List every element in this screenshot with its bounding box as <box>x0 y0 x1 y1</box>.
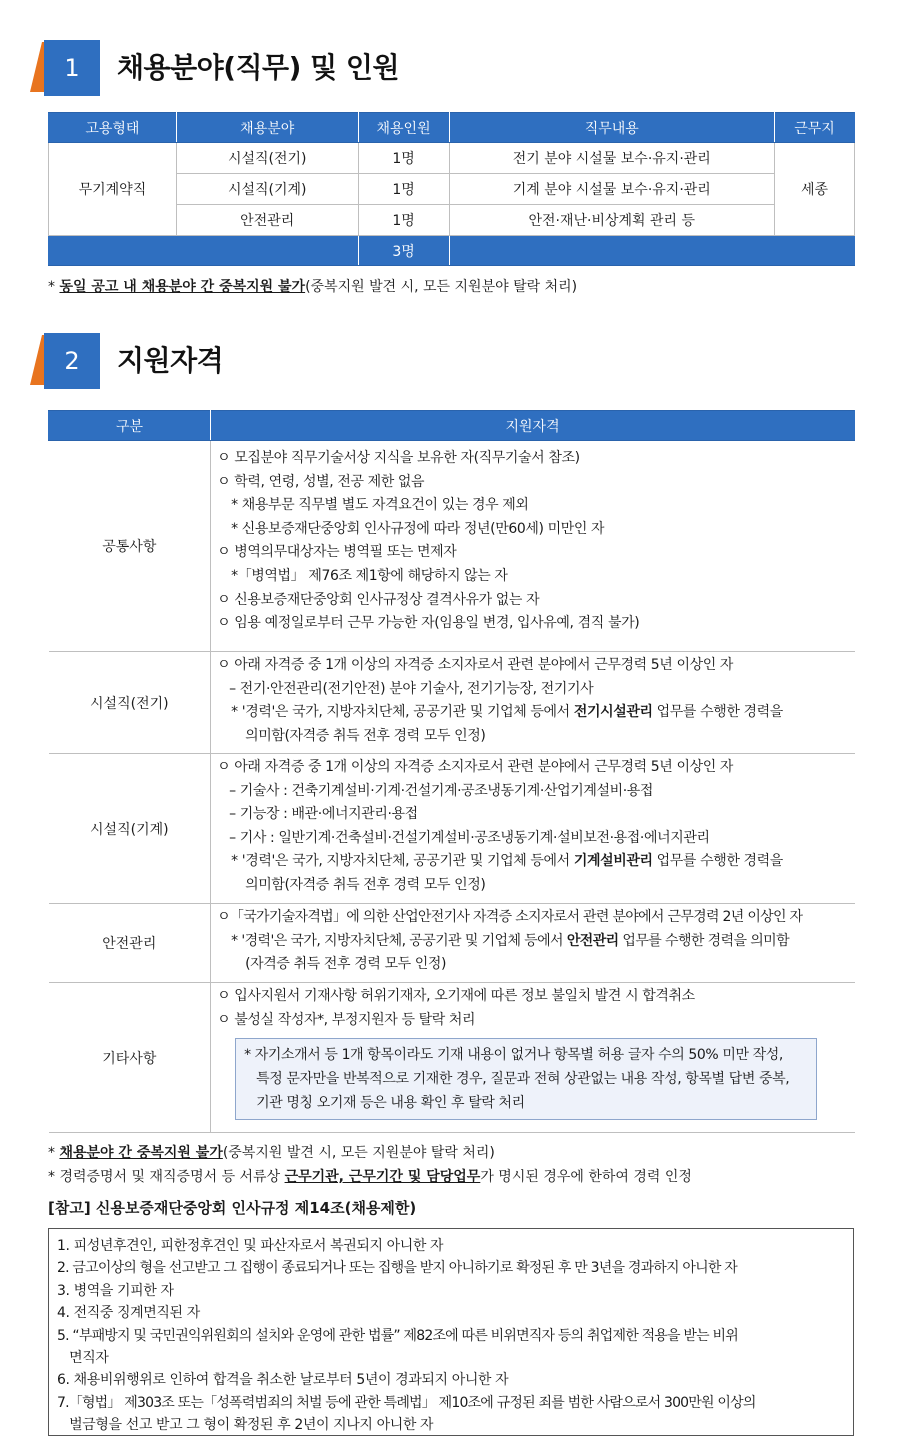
list-item: ㅇ 신용보증재단중앙회 인사규정상 결격사유가 없는 자 <box>217 591 540 608</box>
text-part: 업무를 수행한 경력을 <box>652 853 783 870</box>
section-title: 지원자격 <box>117 344 224 377</box>
list-item: 벌금형을 선고 받고 그 형이 확정된 후 2년이 지나지 아니한 자 <box>57 1417 434 1434</box>
list-item: 특정 문자만을 반복적으로 기재한 경우, 질문과 전혀 상관없는 내용 작성, 항목별 답변 중복, <box>256 1071 790 1088</box>
employment-type-cell: 무기계약직 <box>49 143 177 236</box>
note-text: 가 명시된 경우에 한하여 경력 인정 <box>480 1169 692 1185</box>
text-part: * '경력'은 국가, 지방자치단체, 공공기관 및 기업체 등에서 <box>231 704 574 721</box>
list-item <box>217 850 846 874</box>
list-item: 6. 채용비위행위로 인하여 합격을 취소한 날로부터 5년이 경과되지 아니한 자 <box>57 1372 509 1389</box>
total-count: 3명 <box>358 236 449 266</box>
section-number: 2 <box>44 333 100 389</box>
table-row <box>49 904 855 983</box>
list-item: 의미함(자격증 취득 전후 경력 모두 인정) <box>245 876 486 893</box>
category-mechanical: 시설직(기계) <box>49 754 211 904</box>
list-item: ㅇ 불성실 작성자*, 부정지원자 등 탈락 처리 <box>217 1011 476 1028</box>
duty-cell: 전기 분야 시설물 보수·유지·관리 <box>449 143 775 174</box>
list-item: ㅇ 임용 예정일로부터 근무 가능한 자(임용일 변경, 입사유예, 겸직 불가) <box>217 615 640 632</box>
list-item: 7.「형법」 제303조 또는「성폭력범죄의 처벌 등에 관한 특례법」 제10조에 규정된 죄를 범한 사람으로서 300만원 이상의 <box>57 1394 756 1411</box>
list-item: 3. 병역을 기피한 자 <box>57 1282 174 1299</box>
header-field: 채용분야 <box>176 113 358 143</box>
electric-qualification <box>211 652 855 754</box>
qualification-table <box>48 410 855 1133</box>
section-title: 채용분야(직무) 및 인원 <box>117 51 400 84</box>
category-etc: 기타사항 <box>49 983 211 1133</box>
field-cell: 시설직(전기) <box>176 143 358 174</box>
header-employment-type: 고용형태 <box>49 113 177 143</box>
section-2-note-1 <box>48 1142 495 1162</box>
list-item: – 기술사 : 건축기계설비·기계·건설기계·공조냉동기계·산업기계설비·용접 <box>229 782 654 799</box>
note-text: * 경력증명서 및 재직증명서 등 서류상 <box>48 1169 285 1185</box>
note-text: (중복지원 발견 시, 모든 지원분야 탈락 처리) <box>222 1145 495 1161</box>
list-item: ㅇ「국가기술자격법」에 의한 산업안전기사 자격증 소지자로서 관련 분야에서 근무경력 2년 이상인 자 <box>217 909 803 925</box>
header-count: 채용인원 <box>358 113 449 143</box>
total-spacer-right <box>449 236 855 266</box>
text-emphasis: 전기시설관리 <box>573 704 653 721</box>
note-emphasis: 근무기관, 근무기간 및 담당업무 <box>284 1169 481 1185</box>
section-1-header <box>30 32 870 102</box>
list-item: 기관 명칭 오기재 등은 내용 확인 후 탈락 처리 <box>256 1095 525 1112</box>
etc-qualification <box>211 983 855 1133</box>
table-row <box>49 441 855 652</box>
note-emphasis: 채용분야 간 중복지원 불가 <box>59 1145 223 1161</box>
total-row <box>49 236 855 266</box>
list-item: – 기능장 : 배관·에너지관리·용접 <box>229 806 418 823</box>
common-qualification <box>211 441 855 652</box>
text-part: 업무를 수행한 경력을 의미함 <box>618 932 790 949</box>
list-item <box>217 930 846 954</box>
header-location: 근무지 <box>775 113 855 143</box>
list-item: *「병역법」 제76조 제1항에 해당하지 않는 자 <box>231 567 508 584</box>
section-1-note <box>48 276 577 296</box>
table-header-row <box>49 411 855 441</box>
note-emphasis: 동일 공고 내 채용분야 간 중복지원 불가 <box>59 279 306 295</box>
recruitment-table <box>48 112 855 266</box>
list-item: * 신용보증재단중앙회 인사규정에 따라 정년(만60세) 미만인 자 <box>231 520 605 537</box>
list-item: 1. 피성년후견인, 피한정후견인 및 파산자로서 복권되지 아니한 자 <box>57 1238 444 1254</box>
text-emphasis: 기계설비관리 <box>573 853 653 870</box>
list-item: ㅇ 아래 자격증 중 1개 이상의 자격증 소지자로서 관련 분야에서 근무경력 5년 이상인 자 <box>217 759 733 775</box>
mechanical-qualification <box>211 754 855 904</box>
list-item <box>217 701 846 725</box>
list-item: 의미함(자격증 취득 전후 경력 모두 인정) <box>245 727 486 744</box>
note-bullet: * <box>48 279 60 295</box>
list-item: 4. 전직중 징계면직된 자 <box>57 1305 200 1322</box>
text-part: * '경력'은 국가, 지방자치단체, 공공기관 및 기업체 등에서 <box>231 932 567 949</box>
duty-cell: 안전·재난·비상계획 관리 등 <box>449 205 775 236</box>
location-cell: 세종 <box>775 143 855 236</box>
count-cell: 1명 <box>358 174 449 205</box>
safety-qualification <box>211 904 855 983</box>
table-row <box>49 754 855 904</box>
field-cell: 시설직(기계) <box>176 174 358 205</box>
list-item: 2. 금고이상의 형을 선고받고 그 집행이 종료되거나 또는 집행을 받지 아니하기로 확정된 후 만 3년을 경과하지 아니한 자 <box>57 1260 737 1277</box>
section-2-header <box>30 325 870 395</box>
text-part: * '경력'은 국가, 지방자치단체, 공공기관 및 기업체 등에서 <box>231 853 574 870</box>
section-number: 1 <box>44 40 100 96</box>
total-spacer <box>49 236 359 266</box>
list-item: ㅇ 학력, 연령, 성별, 전공 제한 없음 <box>217 473 425 490</box>
header-duty: 직무내용 <box>449 113 775 143</box>
table-row <box>49 143 855 174</box>
category-safety: 안전관리 <box>49 904 211 983</box>
list-item: ㅇ 모집분야 직무기술서상 지식을 보유한 자(직무기술서 참조) <box>217 450 580 466</box>
table-row <box>49 983 855 1133</box>
note-bullet: * <box>48 1145 60 1161</box>
list-item: 5. “부패방지 및 국민권익위원회의 설치와 운영에 관한 법률” 제82조에 따른 비위면직자 등의 취업제한 적용을 받는 비위 <box>57 1327 738 1344</box>
category-common: 공통사항 <box>49 441 211 652</box>
header-category: 구분 <box>49 411 211 441</box>
disqualification-note-box <box>235 1038 816 1120</box>
header-qualification: 지원자격 <box>211 411 855 441</box>
list-item: (자격증 취득 전후 경력 모두 인정) <box>245 956 447 973</box>
table-header-row <box>49 113 855 143</box>
duty-cell: 기계 분야 시설물 보수·유지·관리 <box>449 174 775 205</box>
text-emphasis: 안전관리 <box>566 932 619 949</box>
list-item: 면직자 <box>57 1350 109 1367</box>
list-item: ㅇ 아래 자격증 중 1개 이상의 자격증 소지자로서 관련 분야에서 근무경력 5년 이상인 자 <box>217 657 733 673</box>
list-item: * 채용부문 직무별 별도 자격요건이 있는 경우 제외 <box>231 497 529 514</box>
count-cell: 1명 <box>358 143 449 174</box>
count-cell: 1명 <box>358 205 449 236</box>
reference-title: [참고] 신용보증재단중앙회 인사규정 제14조(채용제한) <box>48 1199 417 1217</box>
table-row <box>49 652 855 754</box>
list-item: * 자기소개서 등 1개 항목이라도 기재 내용이 없거나 항목별 허용 글자 수의 50% 미만 작성, <box>244 1047 783 1064</box>
field-cell: 안전관리 <box>176 205 358 236</box>
reference-box <box>48 1228 854 1436</box>
section-2-note-2 <box>48 1166 692 1186</box>
list-item: ㅇ 입사지원서 기재사항 허위기재자, 오기재에 따른 정보 불일치 발견 시 합격취소 <box>217 988 695 1004</box>
list-item: – 전기·안전관리(전기안전) 분야 기술사, 전기기능장, 전기기사 <box>229 680 594 697</box>
list-item: ㅇ 병역의무대상자는 병역필 또는 면제자 <box>217 544 457 561</box>
section-number-badge <box>30 32 100 102</box>
category-electric: 시설직(전기) <box>49 652 211 754</box>
note-text: (중복지원 발견 시, 모든 지원분야 탈락 처리) <box>305 279 578 295</box>
text-part: 업무를 수행한 경력을 <box>652 704 783 721</box>
section-number-badge <box>30 325 100 395</box>
list-item: – 기사 : 일반기계·건축설비·건설기계설비·공조냉동기계·설비보전·용접·에너지관리 <box>229 829 710 846</box>
